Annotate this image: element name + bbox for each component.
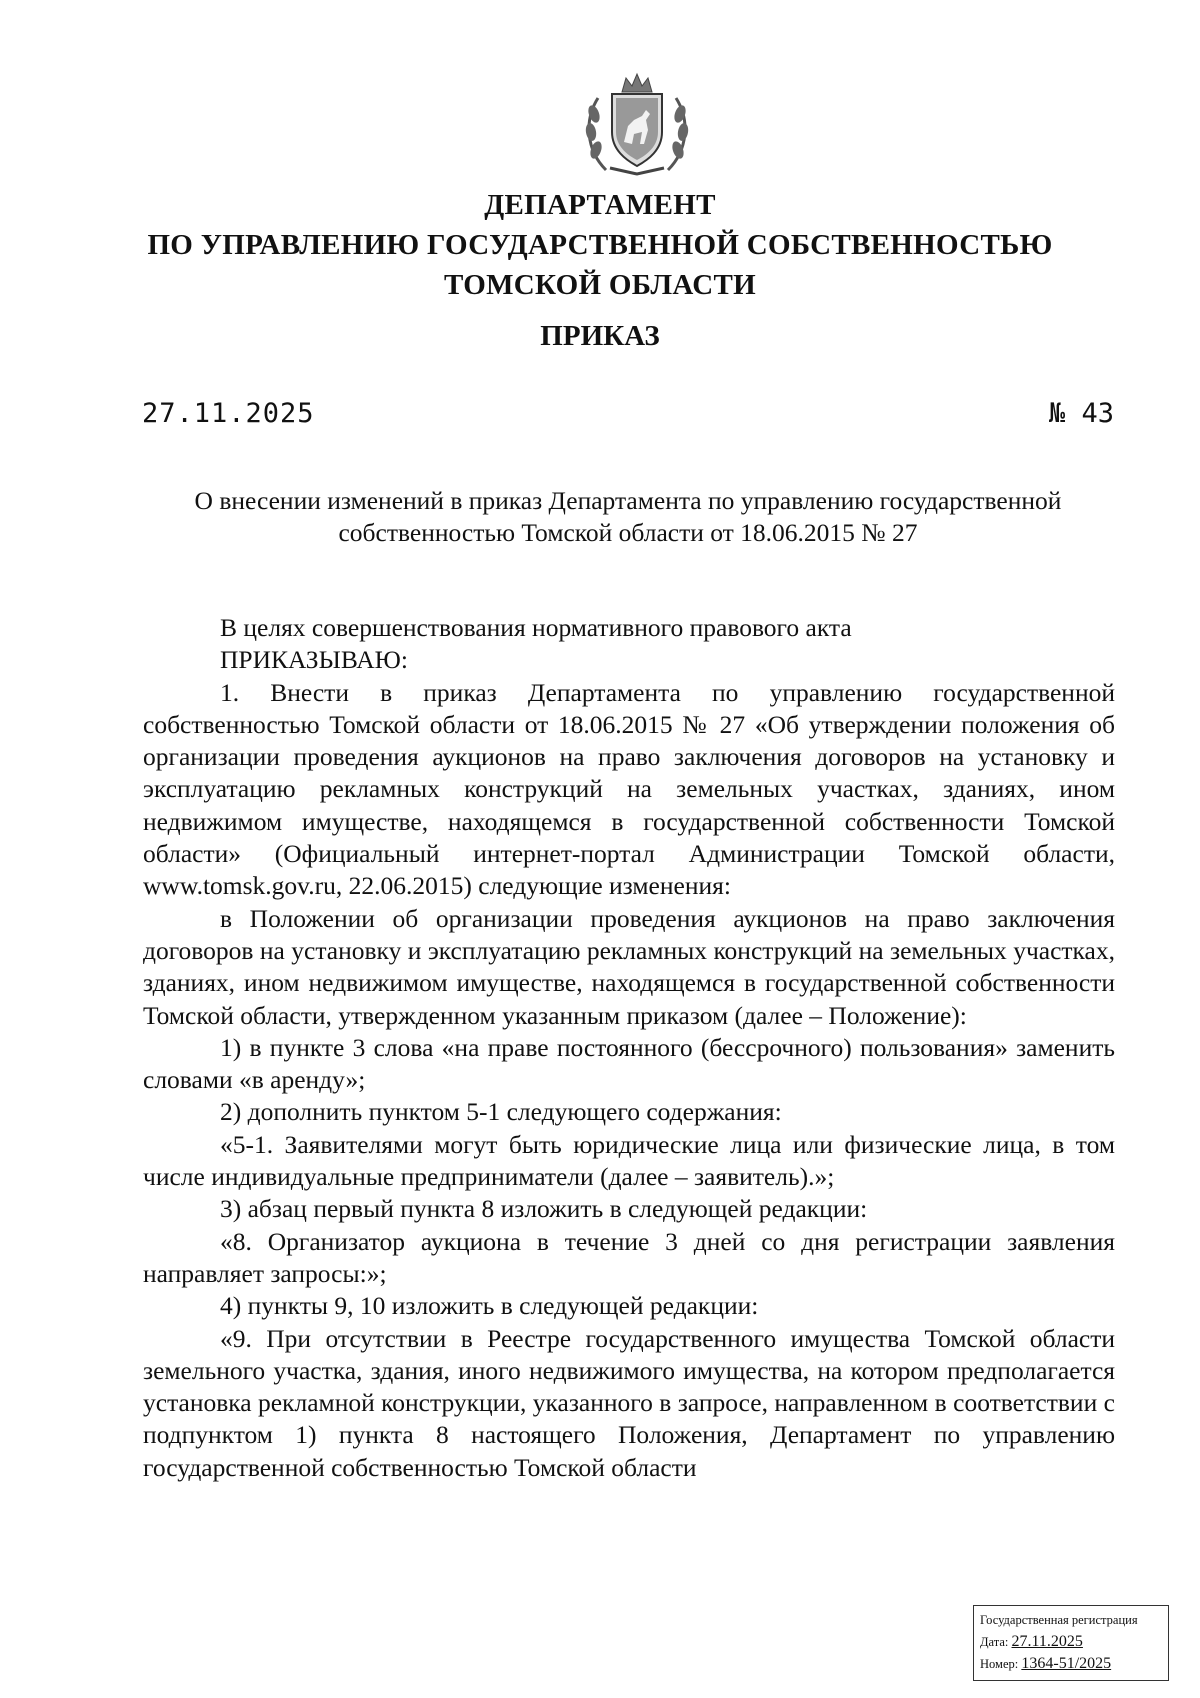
header-line-1: ДЕПАРТАМЕНТ [484, 189, 716, 221]
paragraph: 4) пункты 9, 10 изложить в следующей редакции: [220, 1291, 759, 1321]
document-body [143, 612, 1115, 1484]
stamp-number-row [980, 1653, 1162, 1675]
paragraph: «5-1. Заявителями могут быть юридические лица или физические лица, в том числе индивидуальные предприниматели (далее – заявитель).»; [143, 1129, 1115, 1192]
coat-of-arms-emblem [576, 70, 698, 178]
department-header [0, 185, 1200, 305]
paragraph: «9. При отсутствии в Реестре государственного имущества Томской области земельного участка, здания, иного недвижимого имущества, на котором предполагается установка рекламной конструкции, указанного в запросе, направленном в соответствии с подпунктом 1) пункта 8 настоящего Положения, Департамент по управлению государственной собственностью Томской области [143, 1323, 1115, 1482]
paragraph: 1. Внести в приказ Департамента по управлению государственной собственностью Томской области от 18.06.2015 № 27 «Об утверждении положения об организации проведения аукционов на право заключения договоров на установку и эксплуатацию рекламных конструкций на земельных участках, зданиях, ином недвижимом имуществе, находящемся в государственной собственности Томской области» (Официальный интернет-портал Администрации Томской области, www.tomsk.gov.ru, 22.06.2015) следующие изменения: [143, 677, 1115, 901]
paragraph: в Положении об организации проведения аукционов на право заключения договоров на установку и эксплуатацию рекламных конструкций на земельных участках, зданиях, ином недвижимом имуществе, находящемся в государственной собственности Томской области, утвержденном указанным приказом (далее – Положение): [143, 903, 1115, 1030]
stamp-title: Государственная регистрация [980, 1613, 1138, 1627]
stamp-number-label: Номер: [980, 1657, 1019, 1671]
paragraph-order-word: ПРИКАЗЫВАЮ: [220, 645, 408, 675]
stamp-date-value: 27.11.2025 [1011, 1633, 1083, 1650]
paragraph: 1) в пункте 3 слова «на праве постоянного (бессрочного) пользования» заменить словами «в аренду»; [143, 1032, 1115, 1095]
paragraph: В целях совершенствования нормативного правового акта [220, 613, 852, 642]
header-line-3: ТОМСКОЙ ОБЛАСТИ [444, 269, 756, 301]
paragraph: 2) дополнить пунктом 5-1 следующего содержания: [220, 1097, 782, 1127]
stamp-date-label: Дата: [980, 1635, 1009, 1649]
document-type: ПРИКАЗ [540, 320, 660, 352]
document-number: № 43 [1048, 398, 1114, 429]
stamp-number-value: 1364-51/2025 [1021, 1655, 1112, 1672]
paragraph: «8. Организатор аукциона в течение 3 дней со дня регистрации заявления направляет запросы:»; [143, 1226, 1115, 1288]
stamp-date-row [980, 1631, 1162, 1653]
document-date: 27.11.2025 [142, 398, 315, 429]
paragraph: 3) абзац первый пункта 8 изложить в следующей редакции: [220, 1194, 868, 1224]
document-subject: О внесении изменений в приказ Департамента по управлению государственной собственностью Томской области от 18.06.2015 № 27 [194, 486, 1062, 547]
registration-stamp [973, 1605, 1169, 1681]
header-line-2: ПО УПРАВЛЕНИЮ ГОСУДАРСТВЕННОЙ СОБСТВЕННОСТЬЮ [147, 229, 1053, 261]
